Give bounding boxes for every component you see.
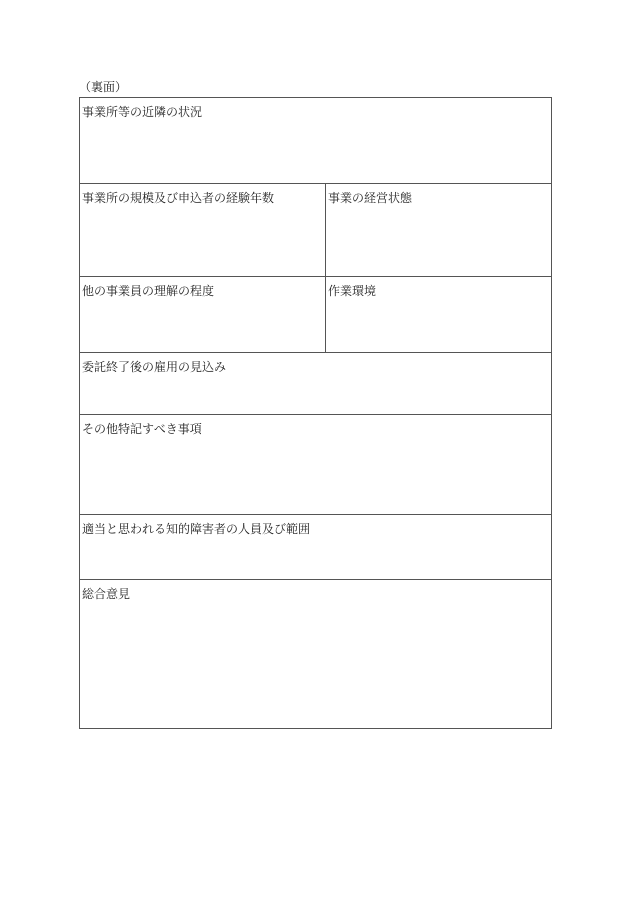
- other-notes-field[interactable]: [79, 414, 552, 515]
- suitable-personnel-field[interactable]: [79, 514, 552, 580]
- field-label: 適当と思われる知的障害者の人員及び範囲: [82, 522, 311, 536]
- overall-opinion-field[interactable]: [79, 579, 552, 729]
- neighborhood-status-field[interactable]: [79, 97, 552, 184]
- field-label: 事業所の規模及び申込者の経験年数: [82, 191, 275, 205]
- field-label: 委託終了後の雇用の見込み: [82, 360, 227, 374]
- scale-and-experience-field[interactable]: [79, 183, 326, 277]
- business-condition-field[interactable]: [325, 183, 552, 277]
- reverse-side-label: （裏面）: [79, 80, 128, 94]
- field-label: 他の事業員の理解の程度: [82, 284, 215, 298]
- coworker-understanding-field[interactable]: [79, 276, 326, 353]
- field-label: 作業環境: [328, 284, 377, 298]
- field-label: 事業の経営状態: [328, 191, 413, 205]
- field-label: 総合意見: [82, 587, 131, 601]
- field-label: 事業所等の近隣の状況: [82, 105, 203, 119]
- employment-prospect-field[interactable]: [79, 352, 552, 415]
- work-environment-field[interactable]: [325, 276, 552, 353]
- field-label: その他特記すべき事項: [82, 422, 202, 436]
